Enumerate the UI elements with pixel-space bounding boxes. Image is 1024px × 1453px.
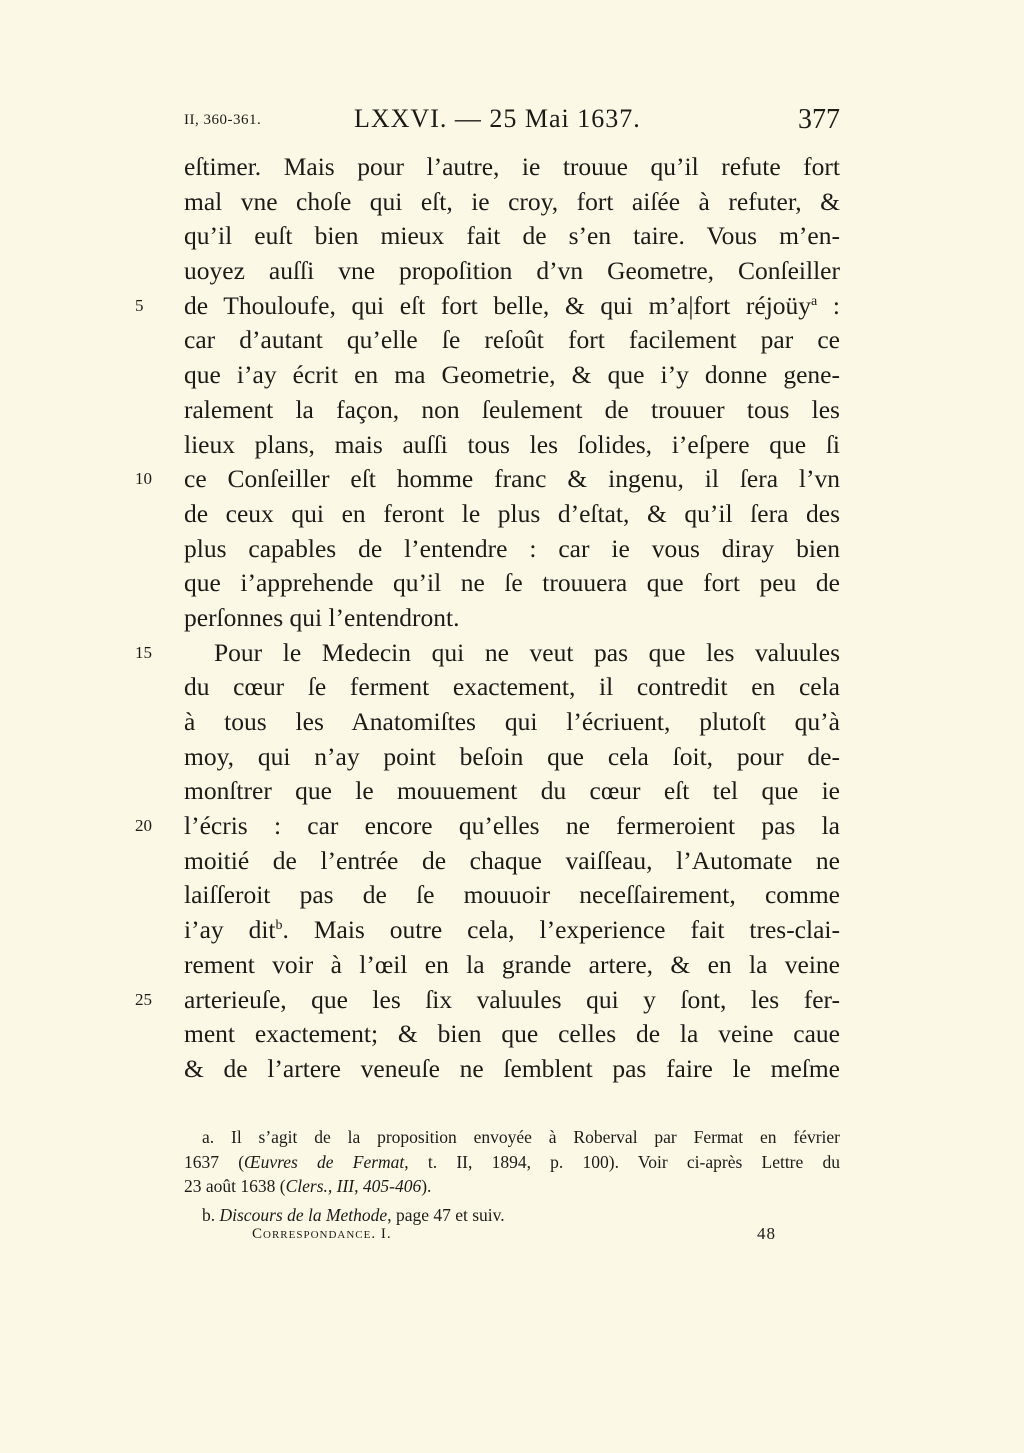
footnote-marker: a (811, 293, 818, 309)
footnote-b-text: b. (202, 1204, 220, 1225)
footnote-a-text: 1637 ( (184, 1151, 245, 1172)
text-line (184, 219, 840, 254)
text-line (184, 358, 840, 393)
line-text: laiſſeroit pas de ſe mouuoir neceſſairement, comme (184, 880, 840, 910)
line-text: monſtrer que le mouuement du cœur eſt tel que ie (184, 776, 840, 806)
signature-title: Correspondance. I. (252, 1226, 392, 1242)
line-number: 10 (135, 469, 152, 489)
text-line (184, 1052, 840, 1087)
footnotes (184, 1125, 840, 1227)
text-line (184, 254, 840, 289)
footnote-b-text: , page 47 et suiv. (387, 1204, 505, 1225)
text-line (184, 948, 840, 983)
footnote-marker: b (275, 918, 283, 934)
header-reference: II, 360-361. (184, 112, 262, 128)
text-line (135, 983, 840, 1018)
signature-number: 48 (757, 1224, 776, 1243)
text-line (184, 497, 840, 532)
line-number: 5 (135, 295, 144, 315)
line-number: 20 (135, 816, 152, 836)
line-text: plus capables de l’entendre : car ie vous diray bien (184, 533, 840, 563)
line-text: qu’il euſt bien mieux fait de s’en taire. Vous m’en- (184, 221, 840, 251)
footnote-a-citation: Clers., III, 405-406 (285, 1176, 422, 1196)
line-text: du cœur ſe ferment exactement, il contredit en cela (184, 672, 840, 702)
signature-line (252, 1224, 776, 1248)
footnote-a-line-1: a. Il s’agit de la proposition envoyée à Roberval par Fermat en février (202, 1127, 840, 1147)
text-line (184, 185, 840, 220)
line-text: eſtimer. Mais pour l’autre, ie trouue qu’il refute fort (184, 152, 840, 181)
text-line (184, 1017, 840, 1052)
line-text: ment exactement; & bien que celles de la veine caue (184, 1019, 840, 1049)
text-line (135, 636, 840, 671)
text-line (184, 150, 840, 185)
page-number: 377 (798, 104, 840, 135)
text-line (184, 740, 840, 775)
line-number: 15 (135, 642, 152, 662)
footnote-a-citation: Œuvres de Fermat (244, 1151, 405, 1172)
line-text: l’écris : car encore qu’elles ne fermeroient pas la (184, 811, 840, 841)
letter-body (135, 150, 841, 1087)
text-line (184, 601, 840, 636)
line-text: Pour le Medecin qui ne veut pas que les valuules (214, 637, 840, 667)
line-text: moitié de l’entrée de chaque vaiſſeau, l’Automate ne (184, 845, 840, 875)
footnote-a-line-3 (184, 1174, 840, 1199)
line-text: de Thouloufe, qui eſt fort belle, & qui m’a|fort réjoüy (184, 290, 812, 320)
footnote-a-text: 23 août 1638 ( (184, 1176, 286, 1196)
text-line (184, 913, 840, 948)
line-text-tail: : (817, 290, 841, 320)
text-line (135, 462, 840, 497)
text-line (184, 566, 840, 601)
line-text: mal vne choſe qui eſt, ie croy, fort aiſée à refuter, & (184, 186, 840, 216)
line-text: perſonnes qui l’entendront. (184, 602, 460, 632)
line-text: ralement la façon, non ſeulement de trouuer tous les (184, 394, 840, 424)
text-line (184, 844, 840, 879)
line-text: car d’autant qu’elle ſe reſoût fort facilement par ce (184, 325, 840, 355)
line-text: que i’apprehende qu’il ne ſe trouuera que fort peu de (184, 568, 840, 598)
footnote-b-citation: Discours de la Methode (219, 1204, 388, 1225)
line-text: de ceux qui en feront le plus d’eſtat, & qu’il ſera des (184, 498, 840, 528)
text-line (184, 532, 840, 567)
running-header (184, 104, 844, 144)
text-line (184, 705, 840, 740)
footnote-a-text: , t. II, 1894, p. 100). Voir ci-après Lettre du (404, 1151, 840, 1172)
footnote-a-line-2 (184, 1150, 840, 1175)
text-line (184, 428, 840, 463)
line-text: lieux plans, mais auſſi tous les ſolides, i’eſpere que ſi (184, 429, 840, 459)
text-line (184, 323, 840, 358)
text-line (184, 774, 840, 809)
line-text: rement voir à l’œil en la grande artere, & en la veine (184, 949, 840, 979)
header-title: LXXVI. — 25 Mai 1637. (354, 104, 641, 133)
text-line (135, 289, 841, 324)
line-text: ce Conſeiller eſt homme franc & ingenu, il ſera l’vn (184, 464, 840, 494)
line-text: i’ay dit (184, 915, 276, 945)
text-line (184, 393, 840, 428)
text-line (135, 809, 840, 844)
line-number: 25 (135, 989, 152, 1009)
line-text: que i’ay écrit en ma Geometrie, & que i’y donne gene- (184, 360, 840, 390)
line-text: & de l’artere veneuſe ne ſemblent pas faire le meſme (184, 1053, 840, 1083)
line-text: arterieuſe, que les ſix valuules qui y ſont, les fer- (184, 984, 840, 1014)
footnote-a-text: ). (421, 1176, 432, 1196)
text-line (184, 878, 840, 913)
line-text: à tous les Anatomiſtes qui l’écriuent, plutoſt qu’à (184, 707, 840, 736)
line-text: moy, qui n’ay point beſoin que cela ſoit, pour de- (184, 741, 840, 771)
line-text-tail: . Mais outre cela, l’experience fait tres-clai- (282, 915, 840, 945)
line-text: uoyez auſſi vne propoſition d’vn Geometre, Conſeiller (184, 256, 840, 286)
text-line (184, 670, 840, 705)
